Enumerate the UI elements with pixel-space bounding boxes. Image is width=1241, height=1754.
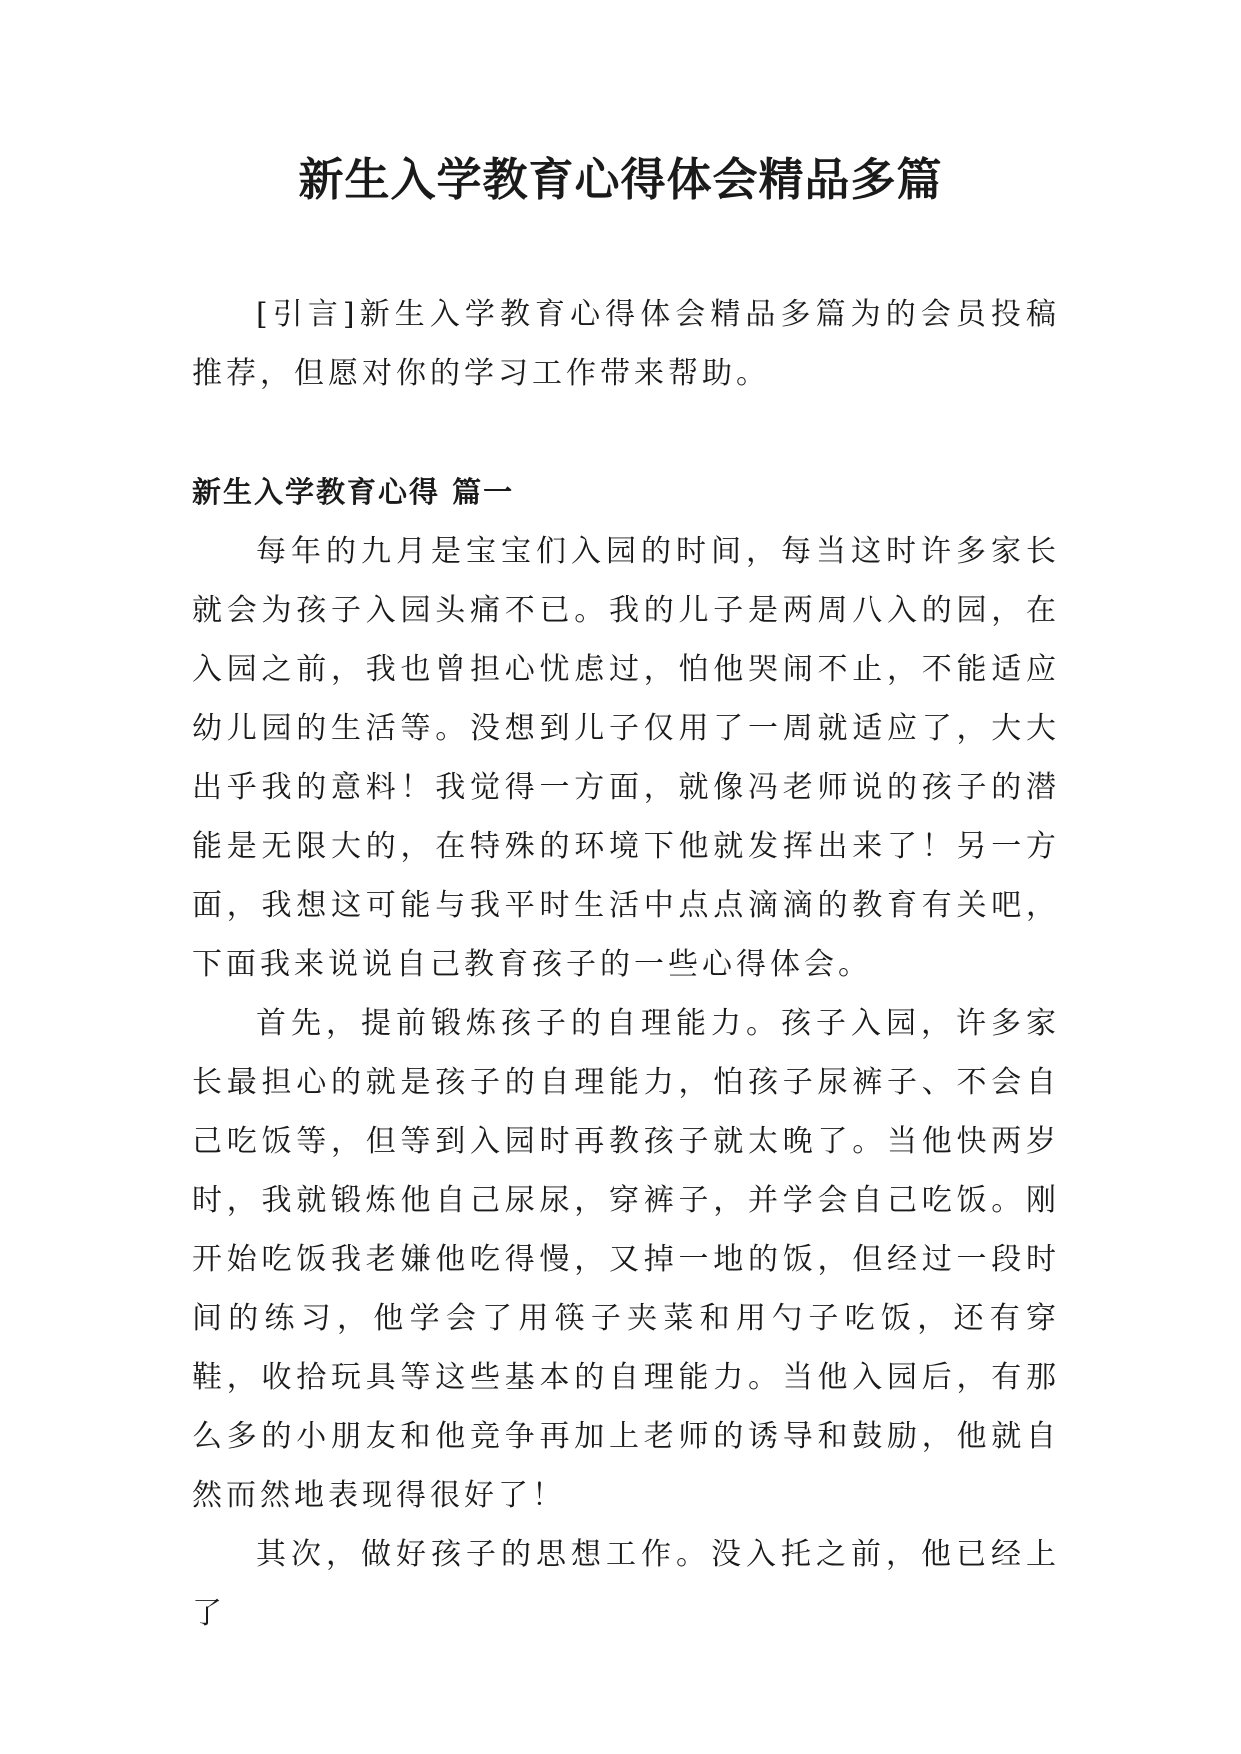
intro-paragraph: [引言]新生入学教育心得体会精品多篇为的会员投稿推荐，但愿对你的学习工作带来帮助。 bbox=[192, 297, 1060, 391]
section-content bbox=[192, 522, 1060, 1643]
section-heading: 新生入学教育心得 篇一 bbox=[192, 475, 515, 509]
document-title: 新生入学教育心得体会精品多篇 bbox=[298, 153, 943, 206]
paragraph: 其次，做好孩子的思想工作。没入托之前，他已经上了 bbox=[192, 1537, 1060, 1631]
paragraph: 首先，提前锻炼孩子的自理能力。孩子入园，许多家长最担心的就是孩子的自理能力，怕孩子尿裤子、不会自己吃饭等，但等到入园时再教孩子就太晚了。当他快两岁时，我就锻炼他自己尿尿，穿裤子，并学会自己吃饭。刚开始吃饭我老嫌他吃得慢，又掉一地的饭，但经过一段时间的练习，他学会了用筷子夹菜和用勺子吃饭，还有穿鞋，收拾玩具等这些基本的自理能力。当他入园后，有那么多的小朋友和他竞争再加上老师的诱导和鼓励，他就自然而然地表现得很好了！ bbox=[192, 1006, 1060, 1513]
paragraph: 每年的九月是宝宝们入园的时间，每当这时许多家长就会为孩子入园头痛不已。我的儿子是两周八入的园，在入园之前，我也曾担心忧虑过，怕他哭闹不止，不能适应幼儿园的生活等。没想到儿子仅用了一周就适应了，大大出乎我的意料！我觉得一方面，就像冯老师说的孩子的潜能是无限大的，在特殊的环境下他就发挥出来了！另一方面，我想这可能与我平时生活中点点滴滴的教育有关吧，下面我来说说自己教育孩子的一些心得体会。 bbox=[192, 534, 1060, 982]
